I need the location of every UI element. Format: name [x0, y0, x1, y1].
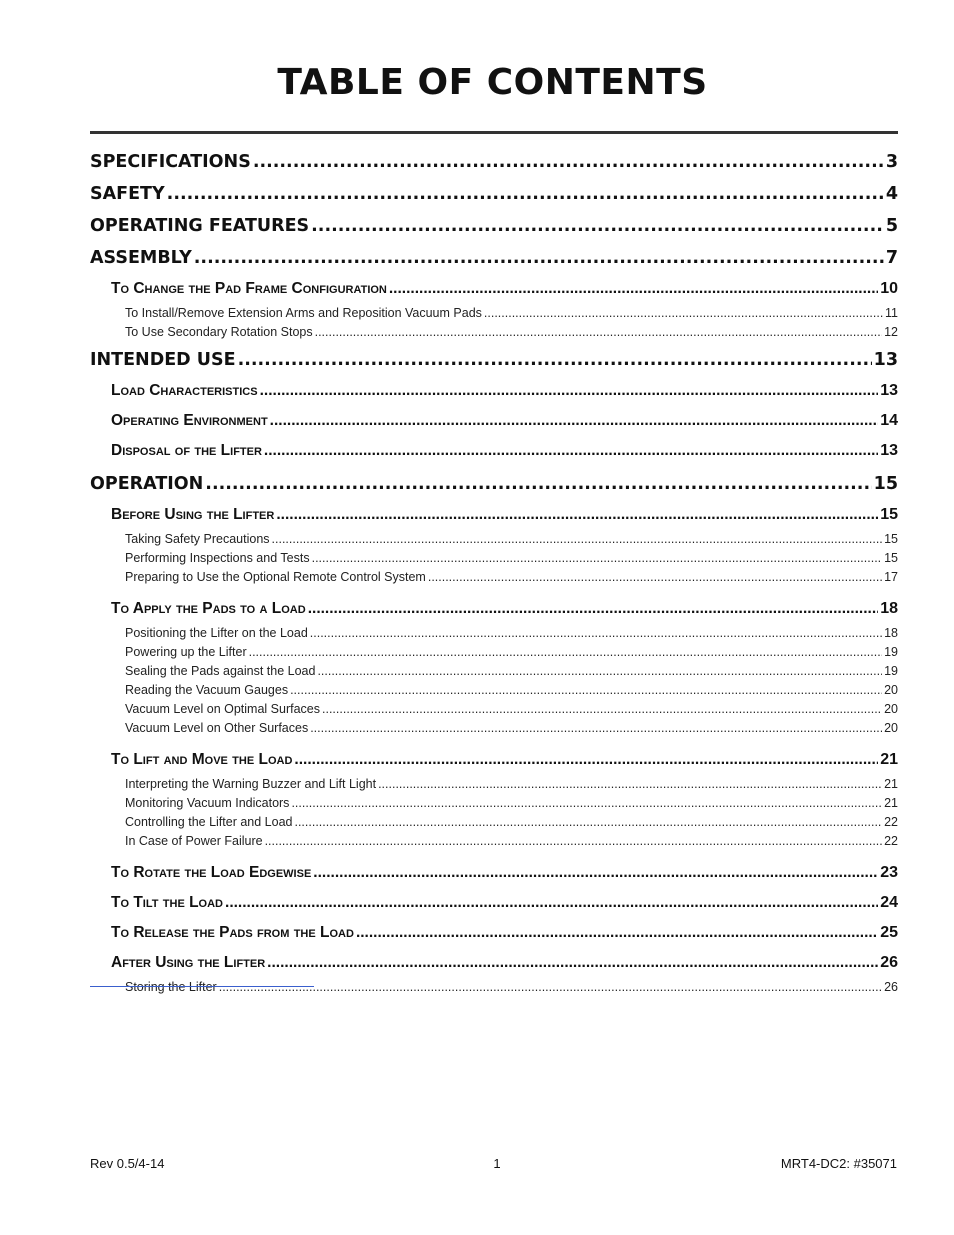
toc-entry-page: 22	[884, 815, 898, 829]
toc-dot-leader	[264, 436, 878, 466]
toc-dot-leader	[294, 813, 882, 832]
toc-dot-leader	[356, 918, 878, 948]
toc-entry-level-3[interactable]	[90, 643, 898, 662]
toc-entry-label: Disposal of the Lifter	[111, 442, 262, 459]
toc-dot-leader	[428, 568, 882, 587]
footer-document-id: MRT4-DC2: #35071	[780, 1156, 897, 1171]
toc-entry-level-2[interactable]	[90, 406, 898, 436]
toc-entry-level-1[interactable]	[90, 468, 898, 500]
toc-dot-leader	[310, 624, 882, 643]
toc-entry-label: Taking Safety Precautions	[125, 532, 270, 546]
toc-entry-page: 23	[880, 864, 898, 881]
toc-entry-label: After Using the Lifter	[111, 954, 266, 971]
toc-entry-page: 4	[885, 184, 898, 204]
toc-dot-leader	[312, 549, 883, 568]
toc-dot-leader	[205, 468, 871, 500]
toc-entry-label: Vacuum Level on Optimal Surfaces	[125, 702, 321, 716]
toc-entry-page: 21	[884, 796, 898, 810]
toc-entry-page: 18	[880, 600, 898, 617]
toc-entry-page: 21	[880, 751, 898, 768]
toc-entry-label: To Lift and Move the Load	[111, 751, 293, 768]
toc-entry-page: 3	[885, 152, 898, 172]
toc-entry-level-3[interactable]	[90, 568, 898, 587]
toc-entry-level-2[interactable]	[90, 745, 898, 775]
toc-dot-leader	[322, 700, 882, 719]
toc-entry-page: 13	[880, 442, 898, 459]
toc-entry-label: To Install/Remove Extension Arms and Reposition Vacuum Pads	[125, 306, 482, 320]
toc-entry-level-3[interactable]	[90, 323, 898, 342]
toc-entry-label: In Case of Power Failure	[125, 834, 263, 848]
toc-entry-label: Storing the Lifter	[125, 980, 217, 994]
toc-entry-label: OPERATION	[90, 474, 204, 494]
toc-entry-page: 7	[885, 248, 898, 268]
toc-entry-page: 15	[884, 532, 898, 546]
toc-entry-label: To Apply the Pads to a Load	[111, 600, 306, 617]
toc-entry-level-3[interactable]	[90, 662, 898, 681]
toc-entry-level-3[interactable]	[90, 304, 898, 323]
toc-entry-level-1[interactable]	[90, 178, 898, 210]
page-title: TABLE OF CONTENTS	[277, 62, 708, 103]
toc-entry-page: 15	[884, 551, 898, 565]
toc-entry-page: 20	[884, 721, 898, 735]
toc-entry-level-2[interactable]	[90, 594, 898, 624]
toc-entry-page: 22	[884, 834, 898, 848]
toc-entry-label: To Release the Pads from the Load	[111, 924, 354, 941]
toc-dot-leader	[249, 643, 882, 662]
toc-entry-label: To Rotate the Load Edgewise	[111, 864, 312, 881]
toc-dot-leader	[291, 794, 882, 813]
toc-entry-level-3[interactable]	[90, 775, 898, 794]
toc-entry-label: Positioning the Lifter on the Load	[125, 626, 308, 640]
toc-dot-leader	[276, 500, 878, 530]
toc-entry-level-3[interactable]	[90, 794, 898, 813]
toc-entry-level-2[interactable]	[90, 858, 898, 888]
footnote-separator	[90, 986, 314, 987]
toc-entry-page: 15	[880, 506, 898, 523]
toc-dot-leader	[484, 304, 883, 323]
table-of-contents	[90, 146, 898, 997]
toc-entry-level-2[interactable]	[90, 436, 898, 466]
toc-entry-label: Vacuum Level on Other Surfaces	[125, 721, 309, 735]
toc-entry-label: Controlling the Lifter and Load	[125, 815, 293, 829]
toc-dot-leader	[167, 178, 884, 210]
toc-entry-label: Reading the Vacuum Gauges	[125, 683, 289, 697]
toc-entry-level-3[interactable]	[90, 681, 898, 700]
toc-dot-leader	[310, 719, 882, 738]
toc-entry-level-3[interactable]	[90, 832, 898, 851]
toc-entry-page: 21	[884, 777, 898, 791]
toc-entry-page: 18	[884, 626, 898, 640]
toc-entry-level-3[interactable]	[90, 624, 898, 643]
toc-entry-level-1[interactable]	[90, 210, 898, 242]
toc-entry-level-2[interactable]	[90, 948, 898, 978]
toc-entry-page: 24	[880, 894, 898, 911]
toc-entry-label: SPECIFICATIONS	[90, 152, 251, 172]
toc-entry-level-2[interactable]	[90, 376, 898, 406]
toc-entry-label: Powering up the Lifter	[125, 645, 247, 659]
toc-dot-leader	[265, 832, 883, 851]
toc-dot-leader	[267, 948, 878, 978]
toc-dot-leader	[272, 530, 883, 549]
toc-entry-page: 10	[880, 280, 898, 297]
toc-entry-level-3[interactable]	[90, 978, 898, 997]
toc-entry-page: 13	[873, 350, 898, 370]
title-divider	[90, 131, 898, 134]
toc-entry-page: 5	[885, 216, 898, 236]
toc-entry-level-1[interactable]	[90, 344, 898, 376]
toc-dot-leader	[308, 594, 879, 624]
toc-entry-page: 17	[884, 570, 898, 584]
toc-entry-level-2[interactable]	[90, 918, 898, 948]
toc-entry-level-1[interactable]	[90, 242, 898, 274]
toc-entry-page: 19	[884, 664, 898, 678]
toc-dot-leader	[294, 745, 878, 775]
toc-entry-page: 13	[880, 382, 898, 399]
toc-dot-leader	[378, 775, 882, 794]
toc-entry-label: To Change the Pad Frame Configuration	[111, 280, 387, 297]
toc-entry-level-3[interactable]	[90, 530, 898, 549]
toc-entry-label: Performing Inspections and Tests	[125, 551, 310, 565]
toc-dot-leader	[311, 210, 884, 242]
toc-entry-label: To Use Secondary Rotation Stops	[125, 325, 313, 339]
toc-entry-label: ASSEMBLY	[90, 248, 192, 268]
toc-entry-level-3[interactable]	[90, 700, 898, 719]
toc-entry-label: Operating Environment	[111, 412, 268, 429]
toc-dot-leader	[315, 323, 882, 342]
toc-dot-leader	[313, 858, 878, 888]
toc-entry-label: Load Characteristics	[111, 382, 258, 399]
toc-entry-label: Interpreting the Warning Buzzer and Lift Light	[125, 777, 377, 791]
toc-entry-level-3[interactable]	[90, 549, 898, 568]
toc-dot-leader	[317, 662, 882, 681]
toc-entry-page: 12	[884, 325, 898, 339]
toc-entry-page: 26	[880, 954, 898, 971]
toc-entry-label: Sealing the Pads against the Load	[125, 664, 316, 678]
toc-dot-leader	[290, 681, 882, 700]
footer-page-number: 1	[493, 1156, 501, 1171]
toc-entry-page: 20	[884, 683, 898, 697]
toc-entry-label: OPERATING FEATURES	[90, 216, 310, 236]
toc-entry-page: 14	[880, 412, 898, 429]
toc-entry-level-2[interactable]	[90, 500, 898, 530]
toc-entry-page: 26	[884, 980, 898, 994]
toc-dot-leader	[270, 406, 879, 436]
toc-dot-leader	[389, 274, 878, 304]
toc-dot-leader	[225, 888, 878, 918]
toc-entry-page: 19	[884, 645, 898, 659]
toc-dot-leader	[238, 344, 872, 376]
toc-entry-level-1[interactable]	[90, 146, 898, 178]
toc-entry-page: 11	[885, 306, 898, 320]
toc-entry-page: 25	[880, 924, 898, 941]
toc-entry-label: INTENDED USE	[90, 350, 236, 370]
toc-entry-label: Preparing to Use the Optional Remote Control System	[125, 570, 426, 584]
toc-entry-level-2[interactable]	[90, 888, 898, 918]
toc-entry-level-3[interactable]	[90, 719, 898, 738]
toc-entry-label: Before Using the Lifter	[111, 506, 275, 523]
toc-dot-leader	[253, 146, 884, 178]
toc-entry-page: 15	[873, 474, 898, 494]
toc-dot-leader	[194, 242, 884, 274]
toc-dot-leader	[260, 376, 879, 406]
footer-revision: Rev 0.5/4-14	[90, 1156, 165, 1171]
toc-entry-level-2[interactable]	[90, 274, 898, 304]
toc-entry-level-3[interactable]	[90, 813, 898, 832]
toc-entry-page: 20	[884, 702, 898, 716]
toc-entry-label: SAFETY	[90, 184, 165, 204]
toc-entry-label: Monitoring Vacuum Indicators	[125, 796, 290, 810]
toc-entry-label: To Tilt the Load	[111, 894, 224, 911]
toc-dot-leader	[219, 978, 882, 997]
